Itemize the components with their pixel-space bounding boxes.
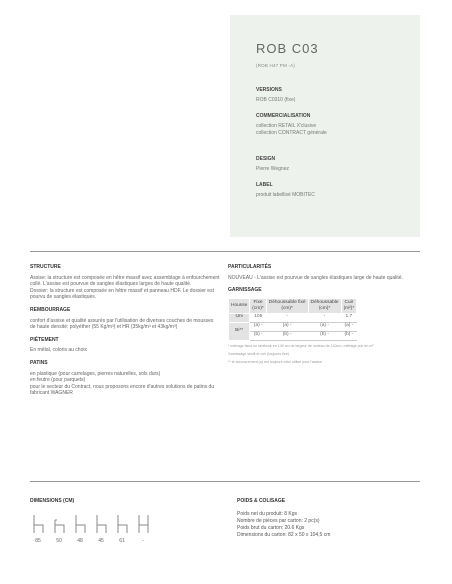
particularites-heading: PARTICULARITÉS xyxy=(228,264,272,270)
divider-top xyxy=(30,251,420,252)
dimension-value: - xyxy=(142,538,144,544)
table-cell: (a) - xyxy=(266,322,308,331)
rembourrage-text: confort d'assise et qualité assurés par l'utilisation de diverses couches de mousses de haute densité: polyéther (55 Kg/m³) et HR (35kg/m³ et 43kg/m³) xyxy=(30,317,214,331)
table-cell: - xyxy=(266,313,308,322)
garnissage-note-1: * métrage tissu ou similicuir en 140 cm de largeur de rouleau de 140cm, métrage cuir en m² xyxy=(228,343,374,348)
dimension-arm-height xyxy=(114,514,130,544)
rembourrage-heading: REMBOURRAGE xyxy=(30,306,71,313)
garnissage-note-2: Garnissage simili et cuir (toujours fixe) xyxy=(228,351,289,356)
structure-section xyxy=(30,264,220,301)
left-column xyxy=(30,264,220,403)
table-cell: 105 xyxy=(250,313,266,322)
table-cell: (b) - xyxy=(308,331,341,340)
structure-text: Assise: la structure est composée en hêtre massif avec assemblage à enfourchement collé. L'assise est pourvue de sangles élastiques larges de haute qualité. Dossier: la structure est composée en hêtre massif et panneau HDF. Le dossier est pourvu de sangles élastiques. xyxy=(30,274,220,301)
table-cell: - xyxy=(308,313,341,322)
versions-value: ROB C0310 (fixe) xyxy=(256,97,296,103)
table-cell: (b) - xyxy=(341,331,357,340)
particularites-text: NOUVEAU - L'assise est pourvue de sangles élastiques large de haute qualité. xyxy=(228,274,403,281)
garnissage-section xyxy=(228,287,428,365)
particularites-section xyxy=(228,264,428,281)
structure-heading: STRUCTURE xyxy=(30,264,61,270)
rembourrage-section xyxy=(30,307,220,331)
dimension-value: 85 xyxy=(35,538,41,544)
poids-heading: POIDS & COLISAGE xyxy=(237,498,286,504)
garnissage-table xyxy=(228,298,357,341)
commercialisation-contract: collection CONTRACT générale xyxy=(256,130,327,136)
garnissage-heading: GARNISSAGE xyxy=(228,287,262,294)
pietement-heading: PIÉTEMENT xyxy=(30,336,59,343)
dimensions-heading: DIMENSIONS (CM) xyxy=(30,498,75,504)
poids-net: Poids net du produit: 8 Kgs xyxy=(237,511,298,517)
commercialisation-label: COMMERCIALISATION xyxy=(256,113,311,119)
chair-back-icon xyxy=(136,514,150,534)
dimension-depth xyxy=(72,514,88,544)
col-dehoussable: Déhoussable (cm)* xyxy=(308,298,341,313)
col-fixe: Fixe (cm)* xyxy=(250,298,266,313)
table-cell: (a) - xyxy=(250,322,266,331)
dimension-value: 61 xyxy=(119,538,125,544)
chair-side-icon xyxy=(115,514,129,534)
divider-bottom xyxy=(30,481,420,482)
product-title: ROB C03 xyxy=(256,41,319,56)
design-value: Pierre Wegnez xyxy=(256,166,289,172)
commercialisation-value xyxy=(256,123,420,137)
dimension-value: 48 xyxy=(77,538,83,544)
table-cell: (b) - xyxy=(250,331,266,340)
table-row xyxy=(229,313,357,322)
chair-side-icon xyxy=(31,514,45,534)
table-cell: (a) - xyxy=(341,322,357,331)
pietement-text: En métal, coloris au choix xyxy=(30,347,87,354)
table-cell: (b) - xyxy=(266,331,308,340)
poids-colisage-section xyxy=(237,498,330,539)
dimensions-carton: Dimensions du carton: 82 x 50 x 104,5 cm xyxy=(237,532,331,538)
label-label: LABEL xyxy=(256,182,273,188)
patins-section xyxy=(30,360,220,397)
chair-front-icon xyxy=(52,514,66,534)
right-column xyxy=(228,264,428,371)
chair-side-icon xyxy=(94,514,108,534)
row-header-uni: Uni xyxy=(229,313,250,322)
dimension-seat-height xyxy=(93,514,109,544)
dimension-value: 45 xyxy=(98,538,104,544)
chair-side-icon xyxy=(73,514,87,534)
commercialisation-retail: collection RETAIL X'clusive xyxy=(256,123,317,129)
table-cell: 1.7 xyxy=(341,313,357,322)
dimension-extra xyxy=(135,514,151,544)
patins-heading: PATINS xyxy=(30,359,48,366)
col-cuir: Cuir (m²)* xyxy=(341,298,357,313)
table-cell: (a) - xyxy=(308,322,341,331)
garnissage-header-row xyxy=(229,298,357,313)
label-value: produit labellisé MOBITEC xyxy=(256,192,315,198)
dimensions-row xyxy=(30,514,151,544)
design-label: DESIGN xyxy=(256,156,276,162)
garnissage-note-3: ** le recouvrement (a) est toujours celui utilisé pour l'assise xyxy=(228,359,322,364)
product-info-panel xyxy=(230,15,420,237)
dimension-height xyxy=(30,514,46,544)
col-housse: Housse xyxy=(229,298,250,313)
table-row xyxy=(229,322,357,331)
dimensions-section xyxy=(30,498,151,544)
row-header-bi: Bi** xyxy=(229,322,250,340)
patins-text: en plastique (pour carrelages, pierres naturelles, sols durs) en feutre (pour parquets) pour le secteur du Contract, nous proposons encore d'autres solutions de patins du fabricant WAGNER xyxy=(30,370,215,397)
poids-brut: Poids brut du carton: 20.6 Kgs xyxy=(237,525,305,531)
pietement-section xyxy=(30,337,220,354)
col-dehoussable-fixe: Déhoussable fixé (cm)* xyxy=(266,298,308,313)
dimension-width xyxy=(51,514,67,544)
dimension-value: 50 xyxy=(56,538,62,544)
versions-label: VERSIONS xyxy=(256,87,282,93)
pieces-par-carton: Nombre de pièces par carton: 2 pc(s) xyxy=(237,518,320,524)
product-reference: (ROB H47 PM -A) xyxy=(256,63,296,68)
